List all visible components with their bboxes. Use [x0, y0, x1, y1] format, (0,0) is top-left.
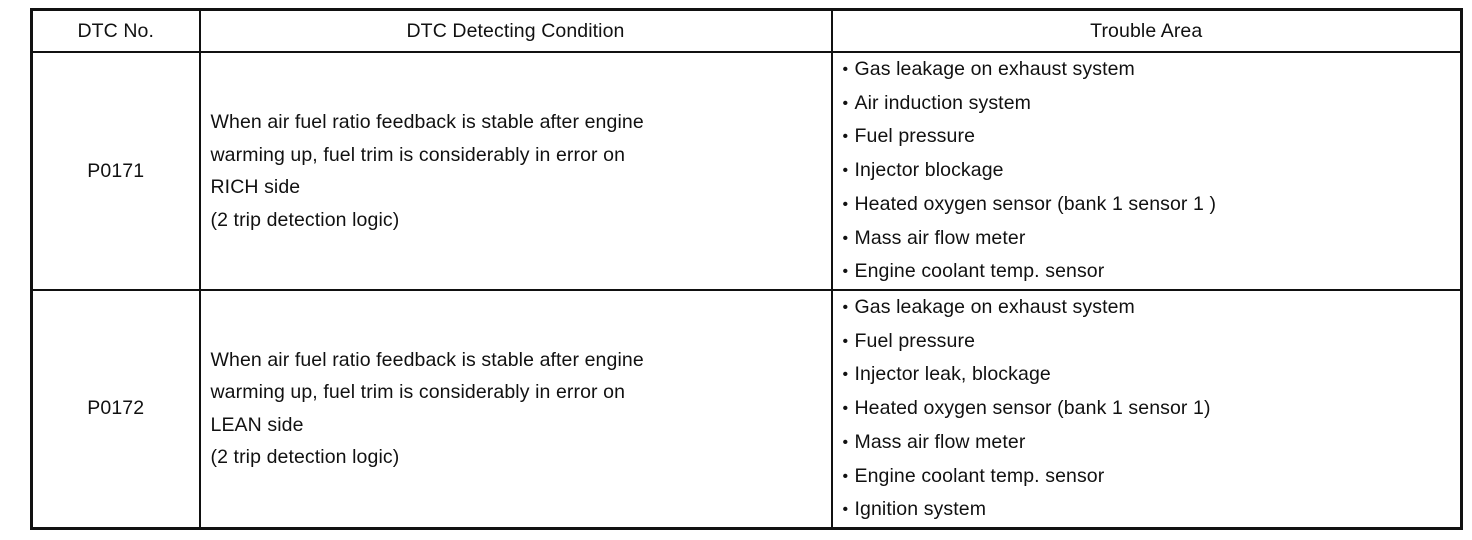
dtc-code-cell: P0172	[32, 290, 200, 528]
condition-line: (2 trip detection logic)	[210, 446, 400, 469]
list-item	[843, 255, 1461, 289]
dtc-table	[30, 8, 1463, 530]
trouble-area-text: Mass air flow meter	[854, 430, 1026, 453]
detecting-condition-cell	[200, 290, 832, 528]
list-item	[843, 358, 1461, 392]
trouble-area-text: Fuel pressure	[854, 329, 976, 352]
list-item	[843, 53, 1461, 87]
condition-line: LEAN side	[210, 413, 304, 436]
table-row	[32, 290, 1462, 528]
bullet-icon: •	[842, 61, 849, 79]
table-header	[32, 10, 1462, 53]
trouble-area-text: Engine coolant temp. sensor	[854, 464, 1105, 487]
condition-line: warming up, fuel trim is considerably in error on	[210, 381, 626, 404]
list-item	[843, 188, 1461, 222]
trouble-area-text: Ignition system	[854, 498, 987, 521]
trouble-area-text: Injector leak, blockage	[854, 363, 1051, 386]
trouble-area-text: Heated oxygen sensor (bank 1 sensor 1)	[854, 397, 1211, 420]
bullet-icon: •	[842, 263, 849, 281]
list-item	[843, 120, 1461, 154]
bullet-icon: •	[842, 94, 849, 112]
trouble-area-cell	[832, 290, 1462, 528]
list-item	[843, 426, 1461, 460]
bullet-icon: •	[842, 501, 849, 519]
header-detecting-condition: DTC Detecting Condition	[200, 10, 832, 53]
bullet-icon: •	[842, 366, 849, 384]
list-item	[843, 291, 1461, 325]
list-item	[843, 392, 1461, 426]
list-item	[843, 87, 1461, 121]
list-item	[843, 493, 1461, 527]
list-item	[843, 325, 1461, 359]
trouble-area-text: Air induction system	[854, 91, 1031, 114]
table-body	[32, 52, 1462, 528]
trouble-area-text: Gas leakage on exhaust system	[854, 58, 1135, 81]
dtc-code-cell: P0171	[32, 52, 200, 290]
condition-line: warming up, fuel trim is considerably in error on	[210, 143, 626, 166]
condition-line: When air fuel ratio feedback is stable after engine	[210, 111, 644, 133]
table-row	[32, 52, 1462, 290]
bullet-icon: •	[842, 128, 849, 146]
trouble-area-text: Gas leakage on exhaust system	[854, 296, 1135, 318]
condition-line: RICH side	[210, 176, 301, 198]
trouble-area-list	[843, 291, 1461, 527]
bullet-icon: •	[842, 299, 849, 316]
bullet-icon: •	[842, 195, 849, 213]
header-trouble-area: Trouble Area	[832, 10, 1462, 53]
bullet-icon: •	[842, 332, 849, 350]
bullet-icon: •	[842, 433, 849, 451]
trouble-area-text: Injector blockage	[854, 159, 1004, 182]
header-row	[32, 10, 1462, 53]
detecting-condition-cell	[200, 52, 832, 290]
trouble-area-list	[843, 53, 1461, 289]
condition-line: (2 trip detection logic)	[210, 208, 400, 231]
bullet-icon: •	[842, 400, 849, 418]
trouble-area-cell	[832, 52, 1462, 290]
condition-line: When air fuel ratio feedback is stable after engine	[210, 348, 644, 371]
bullet-icon: •	[842, 162, 849, 180]
bullet-icon: •	[842, 229, 849, 247]
bullet-icon: •	[842, 467, 849, 485]
trouble-area-text: Fuel pressure	[854, 125, 976, 148]
list-item	[843, 154, 1461, 188]
trouble-area-text: Mass air flow meter	[854, 226, 1026, 249]
list-item	[843, 222, 1461, 256]
trouble-area-text: Engine coolant temp. sensor	[854, 260, 1105, 283]
list-item	[843, 460, 1461, 494]
trouble-area-text: Heated oxygen sensor (bank 1 sensor 1 )	[854, 192, 1217, 215]
header-dtc-no: DTC No.	[32, 10, 200, 53]
